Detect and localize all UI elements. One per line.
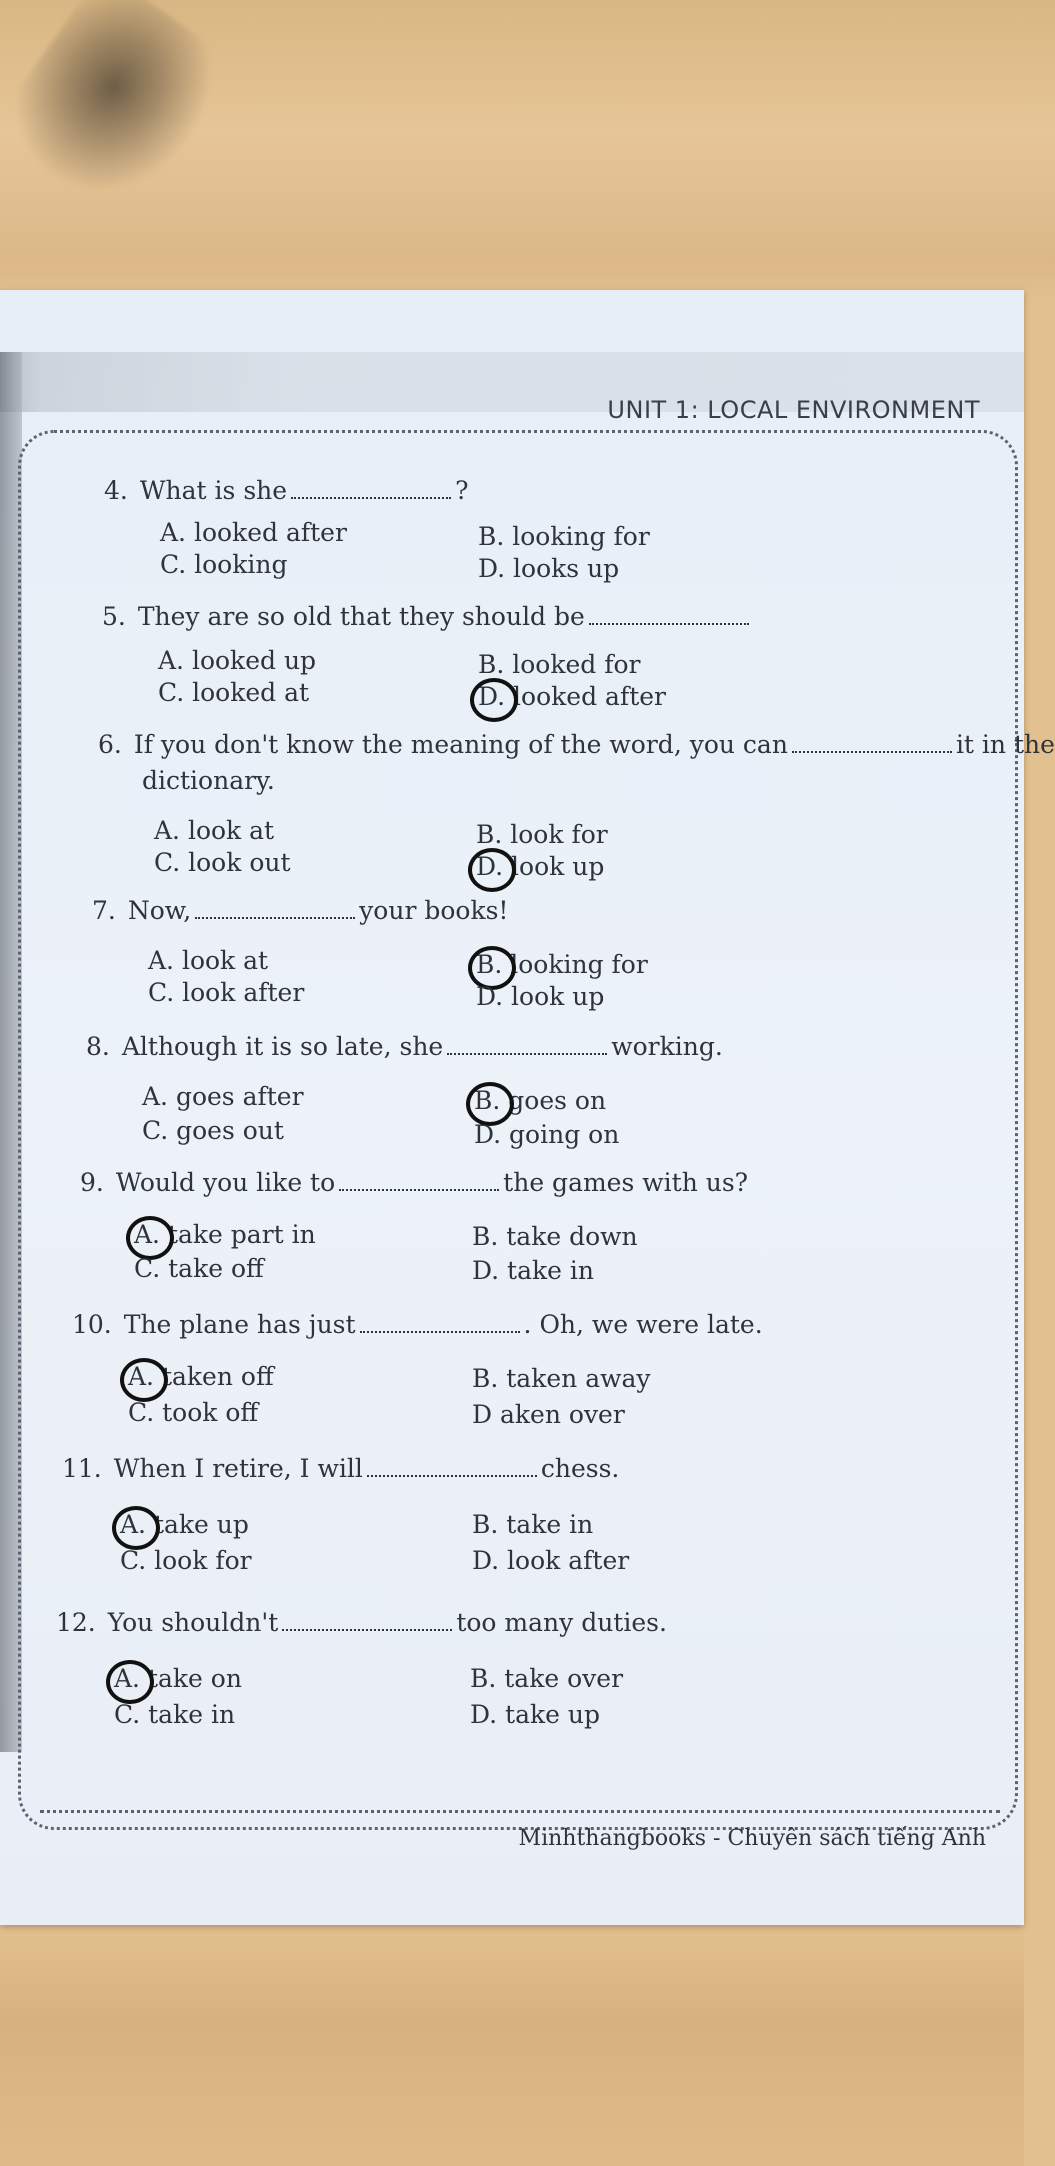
answer-blank xyxy=(367,1457,537,1477)
question-6-line-2: dictionary. xyxy=(142,766,275,795)
option-a: A. look at xyxy=(148,946,269,975)
option-a-circled: A. taken off xyxy=(128,1362,274,1391)
option-d: D aken over xyxy=(472,1400,625,1429)
option-a-circled: A. take on xyxy=(114,1664,242,1693)
option-c: C. take off xyxy=(134,1254,264,1283)
question-text: Now, xyxy=(127,896,192,925)
question-text: If you don't know the meaning of the word, you can xyxy=(133,730,788,759)
answer-blank xyxy=(447,1035,607,1055)
option-d-circled: D. looked after xyxy=(478,682,666,711)
option-b: B. take in xyxy=(472,1510,594,1539)
question-text: Although it is so late, she xyxy=(121,1032,444,1061)
question-number: 8. xyxy=(86,1032,110,1061)
question-number: 9. xyxy=(80,1168,104,1197)
option-b: B. take over xyxy=(470,1664,624,1693)
question-6 xyxy=(98,730,1055,759)
option-b: B. look for xyxy=(476,820,608,849)
option-a-circled: A. take up xyxy=(120,1510,249,1539)
option-b: B. taken away xyxy=(472,1364,651,1393)
option-c: C. looking xyxy=(160,550,288,579)
answer-blank xyxy=(360,1313,520,1333)
answer-blank xyxy=(291,479,451,499)
question-text-end: working. xyxy=(611,1032,723,1061)
option-a: A. look at xyxy=(154,816,275,845)
question-7 xyxy=(92,896,508,925)
answer-blank xyxy=(589,605,749,625)
question-9 xyxy=(80,1168,748,1197)
option-c: C. take in xyxy=(114,1700,236,1729)
option-a: A. looked after xyxy=(160,518,347,547)
option-a: A. looked up xyxy=(158,646,317,675)
question-text: They are so old that they should be xyxy=(137,602,585,631)
publisher-footer: Minhthangbooks - Chuyên sách tiếng Anh xyxy=(518,1826,986,1851)
option-b: B. looked for xyxy=(478,650,641,679)
option-d: D. look up xyxy=(476,982,605,1011)
question-number: 5. xyxy=(102,602,126,631)
question-text-end: ? xyxy=(455,476,469,505)
answer-blank xyxy=(195,899,355,919)
question-text-end: the games with us? xyxy=(503,1168,749,1197)
question-number: 6. xyxy=(98,730,122,759)
question-12 xyxy=(56,1608,667,1637)
worksheet-page xyxy=(0,290,1055,1925)
question-text: Would you like to xyxy=(115,1168,336,1197)
question-text-end: your books! xyxy=(359,896,509,925)
footer-divider xyxy=(40,1810,1000,1813)
question-4 xyxy=(104,476,468,505)
question-text-end: . Oh, we were late. xyxy=(523,1310,763,1339)
question-number: 7. xyxy=(92,896,116,925)
option-b: B. looking for xyxy=(478,522,650,551)
option-c: C. took off xyxy=(128,1398,259,1427)
option-d: D. take up xyxy=(470,1700,600,1729)
question-text-end: chess. xyxy=(540,1454,620,1483)
wooden-table-bottom xyxy=(0,1925,1024,2166)
page-top-strip xyxy=(0,290,1024,352)
option-d: D. going on xyxy=(474,1120,620,1149)
option-c: C. look after xyxy=(148,978,305,1007)
question-number: 4. xyxy=(104,476,128,505)
question-text-end: too many duties. xyxy=(456,1608,667,1637)
question-text: When I retire, I will xyxy=(113,1454,363,1483)
option-a-circled: A. take part in xyxy=(134,1220,316,1249)
option-d: D. take in xyxy=(472,1256,594,1285)
question-text: You shouldn't xyxy=(107,1608,279,1637)
question-text-end: it in the xyxy=(955,730,1055,759)
table-smudge xyxy=(0,0,242,231)
question-text: What is she xyxy=(139,476,288,505)
unit-header: UNIT 1: LOCAL ENVIRONMENT xyxy=(607,396,980,424)
option-c: C. looked at xyxy=(158,678,310,707)
question-number: 11. xyxy=(62,1454,102,1483)
question-10 xyxy=(72,1310,763,1339)
option-d-circled: D. look up xyxy=(476,852,605,881)
option-a: A. goes after xyxy=(142,1082,304,1111)
option-b-circled: B. looking for xyxy=(476,950,648,979)
option-c: C. look out xyxy=(154,848,291,877)
question-5 xyxy=(102,602,753,631)
question-11 xyxy=(62,1454,619,1483)
answer-blank xyxy=(282,1611,452,1631)
option-b-circled: B. goes on xyxy=(474,1086,607,1115)
question-8 xyxy=(86,1032,723,1061)
option-d: D. looks up xyxy=(478,554,620,583)
question-number: 10. xyxy=(72,1310,112,1339)
question-number: 12. xyxy=(56,1608,96,1637)
question-text: The plane has just xyxy=(123,1310,356,1339)
option-d: D. look after xyxy=(472,1546,630,1575)
answer-blank xyxy=(339,1171,499,1191)
option-c: C. goes out xyxy=(142,1116,284,1145)
option-b: B. take down xyxy=(472,1222,638,1251)
answer-blank xyxy=(792,733,952,753)
option-c: C. look for xyxy=(120,1546,252,1575)
